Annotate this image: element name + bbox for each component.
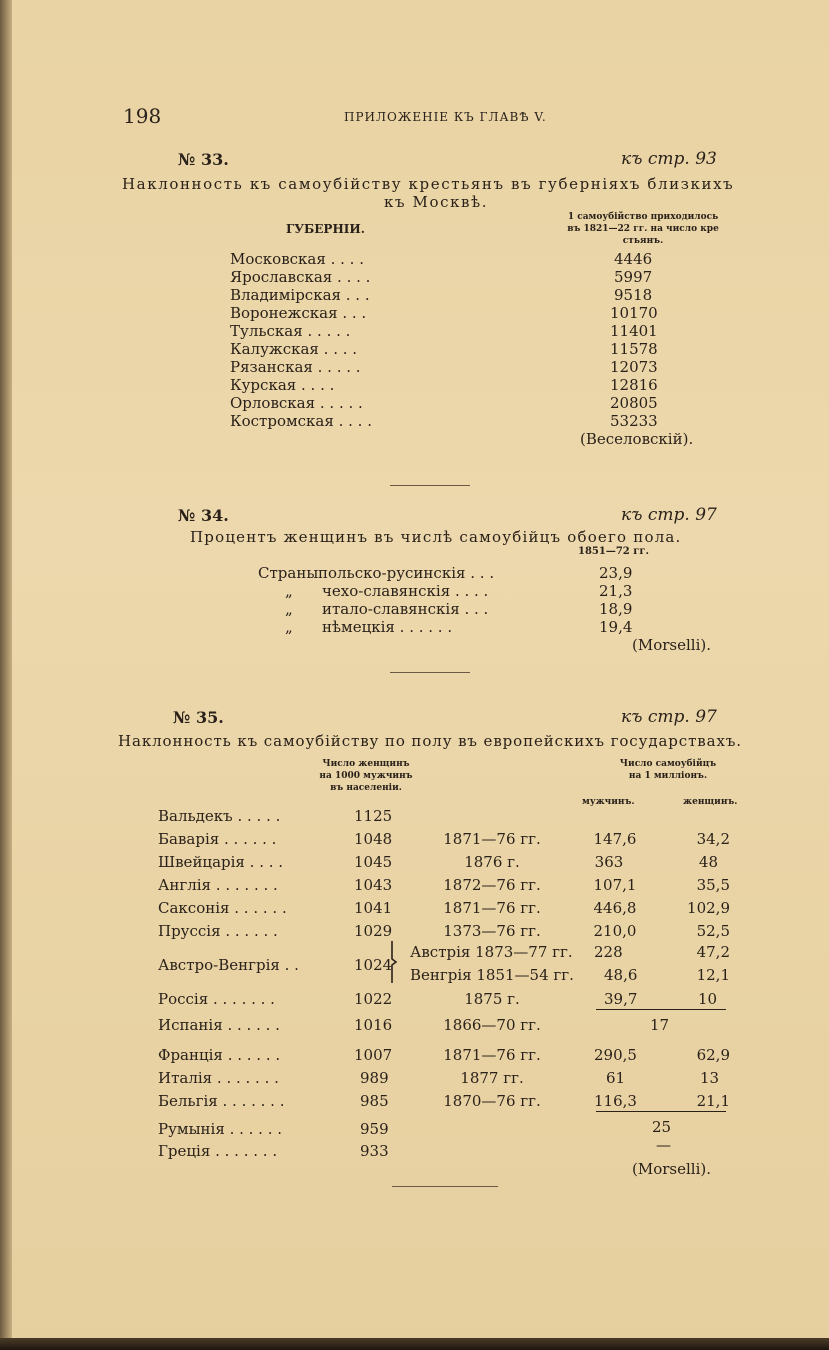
- table35-austria-years: Австрія 1873—77 гг.: [410, 943, 573, 961]
- table35-austria-fem: 47,2: [696, 943, 730, 961]
- table35-women: 985: [360, 1092, 389, 1110]
- table35-country: Швейцарія . . . .: [158, 853, 284, 871]
- table35-years: 1871—76 гг.: [443, 830, 541, 848]
- table35-fem: 35,5: [696, 876, 730, 894]
- table35-years: 1871—76 гг.: [443, 899, 541, 917]
- table35-country: Испанія . . . . . .: [158, 1016, 280, 1034]
- table34-row-prefix: „: [285, 618, 293, 636]
- table35-fem: 34,2: [696, 830, 730, 848]
- table33-value: 12073: [610, 358, 658, 376]
- section-divider: [392, 1186, 498, 1187]
- table35-fem: 13: [700, 1069, 720, 1087]
- table35-header-suicides-2: на 1 милліонъ.: [628, 771, 708, 781]
- table35-header-women: [300, 758, 432, 794]
- table34-value: 21,3: [599, 582, 633, 600]
- table35-men: 363: [594, 853, 624, 871]
- table35-men: 446,8: [593, 899, 637, 917]
- table34-row: чехо-славянскія . . . .: [322, 582, 489, 600]
- table35-combined: 25: [652, 1118, 672, 1136]
- table35-country: Италія . . . . . . .: [158, 1069, 279, 1087]
- table34-row-prefix: Страны: [258, 564, 319, 582]
- table35-fem: 21,1: [696, 1092, 730, 1110]
- table35-country: Баварія . . . . . .: [158, 830, 277, 848]
- table35-women: 1045: [354, 853, 393, 871]
- table35-years: 1875 г.: [464, 990, 520, 1008]
- table33-col-header-left: ГУБЕРНІИ.: [286, 222, 365, 236]
- table35-women: 959: [360, 1120, 389, 1138]
- table35-country: Пруссія . . . . . .: [158, 922, 278, 940]
- table35-men: 39,7: [604, 990, 638, 1008]
- table35-country: Греція . . . . . . .: [158, 1142, 278, 1160]
- table33-col-header-right-3: стьянъ.: [622, 236, 664, 246]
- table33-row: Костромская . . . .: [230, 412, 372, 430]
- table33-value: 11578: [610, 340, 658, 358]
- table33-value: 11401: [610, 322, 658, 340]
- table35-hungary-men: 48,6: [604, 966, 638, 984]
- table33-source: (Веселовскій).: [580, 430, 694, 448]
- table33-value: 4446: [614, 250, 653, 268]
- table33-number: № 33.: [178, 150, 229, 169]
- table33-page-ref: къ стр. 93: [621, 149, 717, 169]
- table35-page-ref: къ стр. 97: [621, 707, 717, 727]
- page-number: 198: [123, 104, 162, 128]
- table35-women: 1024: [354, 956, 393, 974]
- table35-hungary-fem: 12,1: [696, 966, 730, 984]
- table35-country: Вальдекъ . . . . .: [158, 807, 281, 825]
- table33-row: Воронежская . . .: [230, 304, 367, 322]
- table35-header-women-3: въ населеніи.: [330, 783, 402, 793]
- table35-women: 1043: [354, 876, 393, 894]
- table35-header-suicides-1: Число самоубійцъ: [619, 759, 717, 769]
- table33-row: Тульская . . . . .: [230, 322, 351, 340]
- table33-value: 53233: [610, 412, 658, 430]
- table35-women: 933: [360, 1142, 389, 1160]
- table35-women: 1022: [354, 990, 393, 1008]
- table35-women: 1029: [354, 922, 393, 940]
- table35-fem: 48: [698, 853, 718, 871]
- table34-title: Процентъ женщинъ въ числѣ самоубійцъ обоего пола.: [190, 528, 682, 546]
- table34-number: № 34.: [178, 506, 229, 525]
- table33-value: 10170: [610, 304, 658, 322]
- table33-row: Владимірская . . .: [230, 286, 370, 304]
- table35-women: 1016: [354, 1016, 393, 1034]
- table35-men: 61: [606, 1069, 626, 1087]
- table33-col-header-right: [548, 211, 738, 247]
- table35-men: 210,0: [593, 922, 637, 940]
- table35-years: 1877 гг.: [460, 1069, 524, 1087]
- table34-row: польско-русинскія . . .: [318, 564, 495, 582]
- table34-year-header: 1851—72 гг.: [578, 546, 649, 557]
- table35-country: Франція . . . . . .: [158, 1046, 281, 1064]
- table35-country: Бельгія . . . . . . .: [158, 1092, 285, 1110]
- table33-row: Калужская . . . .: [230, 340, 358, 358]
- table35-hungary-years: Венгрія 1851—54 гг.: [410, 966, 574, 984]
- table35-years: 1872—76 гг.: [443, 876, 541, 894]
- table35-header-women-1: Число женщинъ: [322, 759, 410, 769]
- table35-years: 1866—70 гг.: [443, 1016, 541, 1034]
- table33-row: Московская . . . .: [230, 250, 364, 268]
- table35-title: Наклонность къ самоубійству по полу въ европейскихъ государствахъ.: [118, 732, 742, 750]
- table35-men: 290,5: [594, 1046, 637, 1064]
- table35-country: Румынія . . . . . .: [158, 1120, 283, 1138]
- table33-value: 20805: [610, 394, 658, 412]
- table33-row: Курская . . . .: [230, 376, 335, 394]
- running-title: ПРИЛОЖЕНІЕ КЪ ГЛАВѢ V.: [344, 110, 547, 124]
- table33-row: Орловская . . . . .: [230, 394, 363, 412]
- sum-rule: [596, 1111, 726, 1112]
- table35-combined: 17: [650, 1016, 670, 1034]
- table34-source: (Morselli).: [632, 636, 711, 654]
- table35-header-men: мужчинъ.: [582, 797, 635, 807]
- table35-fem: 52,5: [696, 922, 730, 940]
- table33-row: Ярославская . . . .: [230, 268, 371, 286]
- table33-col-header-right-1: 1 самоубійство приходилось: [567, 212, 719, 222]
- section-divider: [390, 672, 470, 673]
- table35-country: Англія . . . . . . .: [158, 876, 278, 894]
- table35-men: 107,1: [593, 876, 637, 894]
- table33-col-header-right-2: въ 1821—22 гг. на число кре: [567, 224, 719, 234]
- table35-header-suicides: [600, 758, 736, 782]
- table35-years: 1870—76 гг.: [443, 1092, 541, 1110]
- table35-women: 1007: [354, 1046, 393, 1064]
- table35-women: 1048: [354, 830, 393, 848]
- table34-row: нѣмецкія . . . . . .: [322, 618, 453, 636]
- sum-rule: [596, 1009, 726, 1010]
- table35-brace: [390, 940, 402, 990]
- table35-fem: 102,9: [687, 899, 730, 917]
- table34-page-ref: къ стр. 97: [621, 505, 717, 525]
- table35-years: 1373—76 гг.: [443, 922, 541, 940]
- table34-row: итало-славянскія . . .: [322, 600, 489, 618]
- table33-value: 5997: [614, 268, 653, 286]
- table33-title-line1: Наклонность къ самоубійству крестьянъ въ губерніяхъ близкихъ: [122, 175, 735, 193]
- table35-men: 147,6: [593, 830, 637, 848]
- table34-row-prefix: „: [285, 582, 293, 600]
- table35-austria-men: 228: [594, 943, 623, 961]
- table35-women: 1041: [354, 899, 393, 917]
- page-left-edge: [0, 0, 12, 1350]
- table35-source: (Morselli).: [632, 1160, 711, 1178]
- section-divider: [390, 485, 470, 486]
- table35-women: 1125: [354, 807, 393, 825]
- table35-combined: —: [656, 1136, 671, 1154]
- table35-header-fem: женщинъ.: [683, 797, 738, 807]
- table34-value: 23,9: [599, 564, 633, 582]
- table35-country: Россія . . . . . . .: [158, 990, 275, 1008]
- table35-fem: 10: [698, 990, 718, 1008]
- table35-men: 116,3: [594, 1092, 637, 1110]
- table33-row: Рязанская . . . . .: [230, 358, 361, 376]
- table33-title-line2: къ Москвѣ.: [384, 193, 489, 211]
- table33-value: 9518: [614, 286, 653, 304]
- table35-women: 989: [360, 1069, 389, 1087]
- brace-mark: [390, 940, 402, 984]
- table35-header-women-2: на 1000 мужчинъ: [319, 771, 413, 781]
- table34-row-prefix: „: [285, 600, 293, 618]
- table34-value: 18,9: [599, 600, 633, 618]
- table35-country: Саксонія . . . . . .: [158, 899, 287, 917]
- table35-country: Австро-Венгрія . .: [158, 956, 299, 974]
- table35-number: № 35.: [173, 708, 224, 727]
- table34-value: 19,4: [599, 618, 633, 636]
- page-bottom-edge: [0, 1338, 829, 1350]
- table33-value: 12816: [610, 376, 658, 394]
- table35-fem: 62,9: [696, 1046, 730, 1064]
- table35-years: 1876 г.: [464, 853, 520, 871]
- table35-years: 1871—76 гг.: [443, 1046, 541, 1064]
